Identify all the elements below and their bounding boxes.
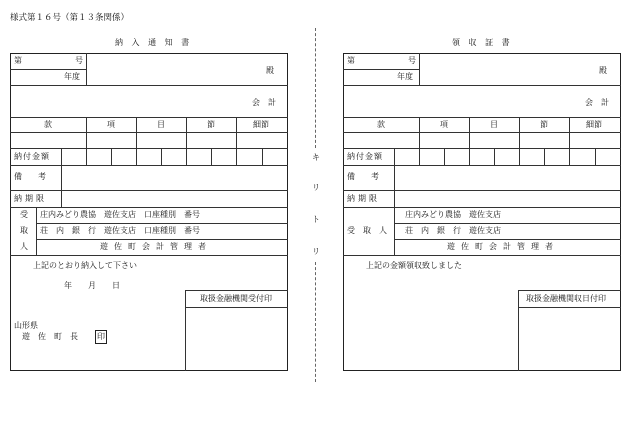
notice-amount-label: 納付金額 (14, 152, 50, 161)
cut-label-char: キ (312, 153, 320, 162)
receipt-stamp-label: 取扱金融機関収日付印 (526, 294, 606, 303)
notice-header-setsu: 節 (207, 120, 215, 129)
cut-line (315, 28, 316, 148)
receipt-header-saisetsu: 細節 (586, 120, 602, 129)
notice-header-kou: 項 (107, 120, 115, 129)
receipt-title: 領 収 証 書 (452, 38, 513, 47)
receipt-header-kan: 款 (377, 120, 385, 129)
receipt-receiver-label: 受 取 人 (347, 226, 387, 235)
receipt-amount-label: 納付金額 (347, 152, 383, 161)
notice-title: 納 入 通 知 書 (115, 38, 193, 47)
receipt-bank1: 庄内みどり農協 遊佐支店 (405, 210, 501, 219)
notice-header-moku: 目 (157, 120, 165, 129)
notice-receiver-char: 受 (20, 210, 28, 219)
notice-prefecture: 山形県 (14, 321, 38, 330)
notice-header-saisetsu: 細節 (253, 120, 269, 129)
receipt-remarks-label: 備 考 (347, 172, 379, 181)
receipt-bank2: 荘 内 銀 行 遊佐支店 (405, 226, 501, 235)
receipt-dono: 殿 (599, 66, 607, 75)
receipt-message: 上記の金額領収致しました (366, 261, 462, 270)
receipt-header-moku: 目 (490, 120, 498, 129)
notice-bank1: 庄内みどり農協 遊佐支店 口座種別 番号 (40, 210, 200, 219)
cut-label-char: リ (312, 247, 320, 256)
notice-message: 上記のとおり納入して下さい (33, 261, 137, 270)
notice-header-kan: 款 (44, 120, 52, 129)
notice-bank2: 荘 内 銀 行 遊佐支店 口座種別 番号 (40, 226, 200, 235)
notice-receiver-char: 取 (20, 226, 28, 235)
cut-line (315, 262, 316, 382)
receipt-account: 会 計 (585, 98, 609, 107)
receipt-header-kou: 項 (440, 120, 448, 129)
notice-no-label: 第 (14, 56, 22, 65)
notice-due-label: 納期限 (14, 194, 47, 203)
receipt-header-setsu: 節 (540, 120, 548, 129)
notice-date: 年 月 日 (64, 281, 120, 290)
receipt-no-label: 第 (347, 56, 355, 65)
notice-remarks-label: 備 考 (14, 172, 46, 181)
receipt-manager: 遊佐町会計管理者 (447, 242, 559, 251)
receipt-go-label: 号 (408, 56, 416, 65)
notice-manager: 遊佐町会計管理者 (100, 242, 212, 251)
notice-seal: 印 (95, 330, 107, 344)
notice-dono: 殿 (266, 66, 274, 75)
cut-label-char: リ (312, 183, 320, 192)
notice-stamp-label: 取扱金融機関受付印 (200, 294, 272, 303)
cut-label-char: ト (312, 215, 320, 224)
notice-fiscal-year: 年度 (64, 72, 80, 81)
form-number: 様式第１６号（第１３条関係） (10, 13, 130, 23)
notice-receiver-char: 人 (20, 242, 28, 251)
notice-mayor: 遊 佐 町 長 (22, 332, 78, 341)
notice-go-label: 号 (75, 56, 83, 65)
notice-account: 会 計 (252, 98, 276, 107)
receipt-fiscal-year: 年度 (397, 72, 413, 81)
receipt-due-label: 納期限 (347, 194, 380, 203)
